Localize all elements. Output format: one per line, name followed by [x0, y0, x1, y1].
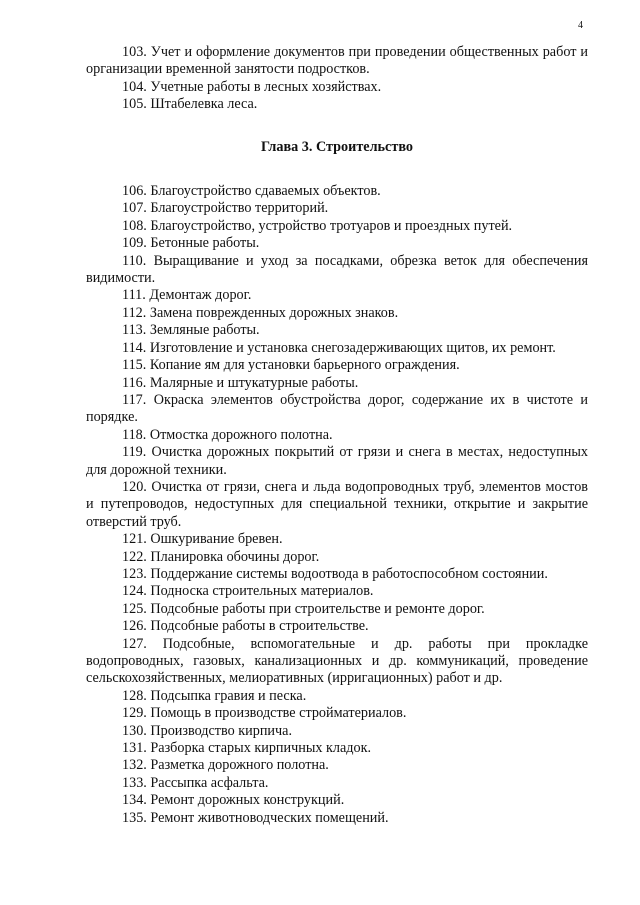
list-item: 117. Окраска элементов обустройства дорог, содержание их в чистоте и порядке. — [86, 391, 588, 426]
list-item: 130. Производство кирпича. — [122, 722, 292, 739]
list-item: 116. Малярные и штукатурные работы. — [122, 374, 359, 391]
list-item: 123. Поддержание системы водоотвода в работоспособном состоянии. — [122, 565, 548, 582]
list-item: 128. Подсыпка гравия и песка. — [122, 687, 307, 704]
list-item: 104. Учетные работы в лесных хозяйствах. — [122, 78, 382, 95]
list-item: 133. Рассыпка асфальта. — [122, 774, 269, 791]
list-item: 113. Земляные работы. — [122, 322, 260, 339]
list-item: 105. Штабелевка леса. — [122, 96, 258, 113]
list-item: 125. Подсобные работы при строительстве и ремонте дорог. — [122, 600, 485, 617]
list-item: 129. Помощь в производстве стройматериалов. — [122, 705, 407, 722]
list-item: 122. Планировка обочины дорог. — [122, 548, 320, 565]
list-item: 115. Копание ям для установки барьерного ограждения. — [122, 357, 460, 374]
list-item: 135. Ремонт животноводческих помещений. — [122, 809, 389, 826]
document-body — [86, 44, 588, 827]
list-item: 110. Выращивание и уход за посадками, обрезка веток для обеспечения видимости. — [86, 252, 588, 287]
list-item: 106. Благоустройство сдаваемых объектов. — [122, 183, 381, 200]
list-item: 126. Подсобные работы в строительстве. — [122, 618, 369, 635]
list-item: 118. Отмостка дорожного полотна. — [122, 426, 333, 443]
list-item: 114. Изготовление и установка снегозадерживающих щитов, их ремонт. — [122, 339, 556, 356]
list-item: 107. Благоустройство территорий. — [122, 200, 329, 217]
list-item: 131. Разборка старых кирпичных кладок. — [122, 740, 372, 757]
list-item: 121. Ошкуривание бревен. — [122, 531, 283, 548]
list-item: 120. Очистка от грязи, снега и льда водопроводных труб, элементов мостов и путепроводов, недоступных для специальной техники, открытие и закрытие отверстий труб. — [86, 478, 588, 530]
list-item: 103. Учет и оформление документов при проведении общественных работ и организации временной занятости подростков. — [86, 44, 588, 78]
list-item: 112. Замена поврежденных дорожных знаков. — [122, 304, 399, 321]
page-number: 4 — [578, 20, 583, 31]
list-item: 119. Очистка дорожных покрытий от грязи и снега в местах, недоступных для дорожной техники. — [86, 444, 588, 478]
list-item: 111. Демонтаж дорог. — [122, 287, 252, 304]
chapter-title: Глава 3. Строительство — [261, 138, 413, 155]
list-item: 109. Бетонные работы. — [122, 235, 260, 252]
list-item: 134. Ремонт дорожных конструкций. — [122, 792, 345, 809]
list-item: 124. Подноска строительных материалов. — [122, 583, 374, 600]
list-item: 127. Подсобные, вспомогательные и др. работы при прокладке водопроводных, газовых, канализационных и др. коммуникаций, проведение сельскохозяйственных, мелиоративных (ирригационных) работ и др. — [86, 635, 588, 687]
list-item: 108. Благоустройство, устройство тротуаров и проездных путей. — [122, 217, 513, 234]
list-item: 132. Разметка дорожного полотна. — [122, 757, 329, 774]
